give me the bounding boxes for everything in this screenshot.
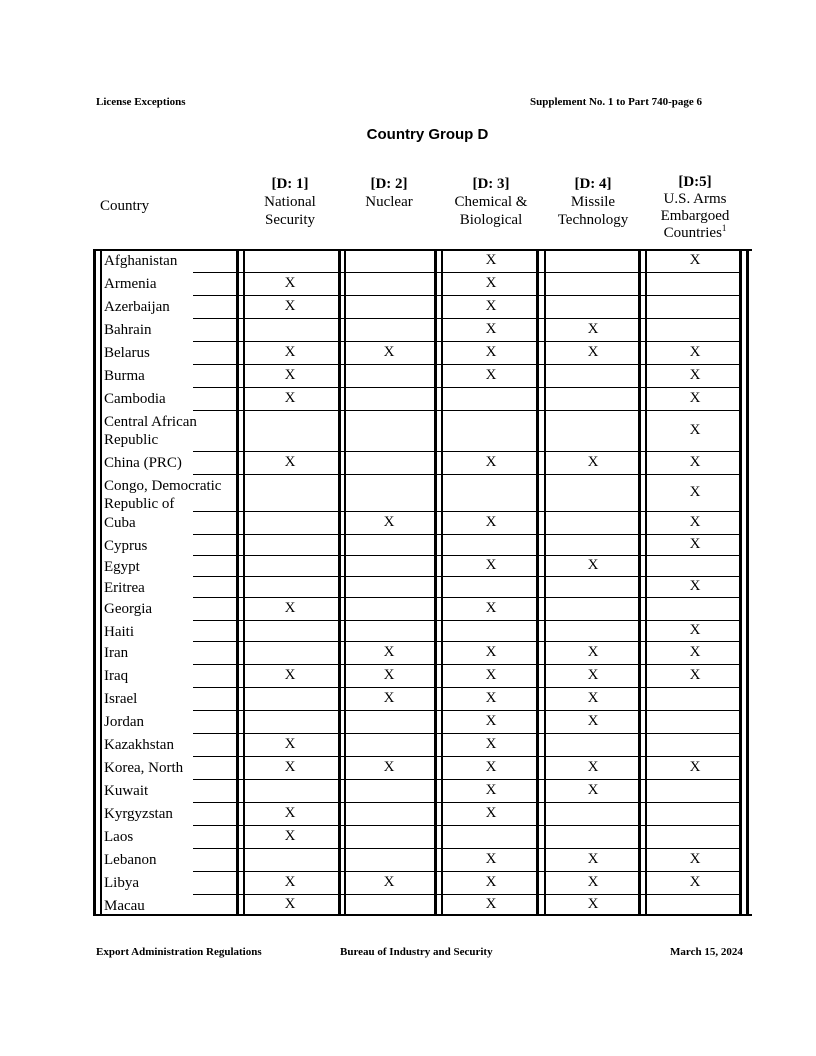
running-footer-left: Export Administration Regulations [96, 946, 262, 958]
column-header-d4 [542, 175, 644, 229]
group-mark-d3: X [485, 690, 497, 706]
group-mark-d5: X [689, 578, 701, 594]
country-group-table [93, 249, 752, 916]
group-mark-d3: X [485, 557, 497, 573]
country-name: Israel [104, 691, 138, 707]
table-row-divider [193, 534, 739, 535]
group-mark-d1: X [284, 298, 296, 314]
column-header-d3 [440, 175, 542, 229]
table-row-divider [193, 825, 739, 826]
country-name: Eritrea [104, 580, 145, 596]
table-row-divider [193, 387, 739, 388]
group-mark-d4: X [587, 344, 599, 360]
group-mark-d1: X [284, 344, 296, 360]
column-desc-d5-line1: U.S. Arms [663, 191, 727, 207]
group-mark-d5: X [689, 874, 701, 890]
group-mark-d3: X [485, 713, 497, 729]
country-name: Iraq [104, 668, 129, 684]
table-row-divider [193, 318, 739, 319]
country-name: Burma [104, 368, 145, 384]
country-name: Kyrgyzstan [104, 806, 173, 822]
group-mark-d2: X [383, 874, 395, 890]
column-desc-d5-line3 [644, 225, 746, 242]
country-name: Jordan [104, 714, 144, 730]
group-mark-d3: X [485, 644, 497, 660]
table-column-rule [338, 249, 341, 916]
group-mark-d1: X [284, 896, 296, 912]
table-row-divider [193, 756, 739, 757]
table-row-divider [193, 620, 739, 621]
table-column-rule [344, 249, 346, 916]
table-column-rule [236, 249, 239, 916]
group-mark-d4: X [587, 713, 599, 729]
group-mark-d1: X [284, 874, 296, 890]
country-name: Laos [104, 829, 134, 845]
country-name: Macau [104, 898, 145, 914]
table-column-rule [746, 249, 749, 916]
group-mark-d1: X [284, 390, 296, 406]
table-row-divider [193, 733, 739, 734]
column-desc-d3-line2: Biological [459, 212, 523, 228]
column-code-d3: [D: 3] [472, 176, 510, 192]
table-column-rule [638, 249, 641, 916]
table-row-divider [193, 664, 739, 665]
country-name: Bahrain [104, 322, 152, 338]
column-desc-d5-line2: Embargoed [660, 208, 730, 224]
group-mark-d3: X [485, 736, 497, 752]
group-mark-d3: X [485, 454, 497, 470]
country-name: Central African Republic [104, 414, 197, 448]
column-desc-d1-line2: Security [265, 212, 315, 228]
table-row-divider [193, 597, 739, 598]
group-mark-d1: X [284, 367, 296, 383]
footnote-reference: 1 [721, 223, 727, 233]
group-mark-d3: X [485, 367, 497, 383]
group-mark-d2: X [383, 690, 395, 706]
group-mark-d3: X [485, 667, 497, 683]
group-mark-d3: X [485, 600, 497, 616]
group-mark-d2: X [383, 514, 395, 530]
table-bottom-border [93, 914, 752, 916]
table-column-rule [243, 249, 245, 916]
group-mark-d3: X [485, 874, 497, 890]
table-row-divider [193, 641, 739, 642]
column-code-d1: [D: 1] [271, 176, 309, 192]
group-mark-d4: X [587, 896, 599, 912]
column-desc-d2-line1: Nuclear [365, 194, 413, 210]
table-row-divider [193, 511, 739, 512]
page-title: Country Group D [366, 126, 489, 143]
table-column-rule [645, 249, 647, 916]
table-column-rule [536, 249, 539, 916]
table-row-divider [193, 272, 739, 273]
group-mark-d1: X [284, 454, 296, 470]
group-mark-d5: X [689, 514, 701, 530]
group-mark-d1: X [284, 600, 296, 616]
group-mark-d1: X [284, 667, 296, 683]
group-mark-d5: X [689, 759, 701, 775]
country-name: Kuwait [104, 783, 149, 799]
table-row-divider [193, 848, 739, 849]
running-footer-center: Bureau of Industry and Security [340, 946, 493, 958]
country-name: Lebanon [104, 852, 157, 868]
column-desc-d5-line3-text: Countries [663, 225, 722, 241]
group-mark-d1: X [284, 828, 296, 844]
group-mark-d5: X [689, 622, 701, 638]
group-mark-d5: X [689, 667, 701, 683]
group-mark-d2: X [383, 344, 395, 360]
country-name: Cyprus [104, 538, 148, 554]
country-name: Cuba [104, 515, 136, 531]
group-mark-d3: X [485, 344, 497, 360]
group-mark-d2: X [383, 759, 395, 775]
column-desc-d1-line1: National [264, 194, 316, 210]
table-row-divider [193, 451, 739, 452]
table-row-divider [193, 894, 739, 895]
column-code-d4: [D: 4] [574, 176, 612, 192]
group-mark-d4: X [587, 321, 599, 337]
group-mark-d1: X [284, 759, 296, 775]
group-mark-d5: X [689, 422, 701, 438]
group-mark-d1: X [284, 805, 296, 821]
group-mark-d3: X [485, 321, 497, 337]
column-header-d2 [338, 175, 440, 211]
group-mark-d4: X [587, 874, 599, 890]
country-name: Afghanistan [104, 253, 178, 269]
group-mark-d1: X [284, 736, 296, 752]
group-mark-d4: X [587, 454, 599, 470]
group-mark-d4: X [587, 557, 599, 573]
group-mark-d3: X [485, 805, 497, 821]
country-name: Cambodia [104, 391, 166, 407]
table-row-divider [193, 364, 739, 365]
group-mark-d3: X [485, 851, 497, 867]
column-header-d5 [644, 174, 746, 242]
column-code-d2: [D: 2] [370, 176, 408, 192]
country-name: Congo, Democratic Republic of [104, 478, 222, 512]
table-row-divider [193, 871, 739, 872]
running-header-left: License Exceptions [96, 96, 186, 108]
country-name: Libya [104, 875, 139, 891]
table-row-divider [193, 710, 739, 711]
table-row-divider [193, 555, 739, 556]
group-mark-d5: X [689, 454, 701, 470]
group-mark-d3: X [485, 298, 497, 314]
running-footer-right: March 15, 2024 [670, 946, 743, 958]
table-row-divider [193, 341, 739, 342]
group-mark-d5: X [689, 367, 701, 383]
group-mark-d5: X [689, 851, 701, 867]
column-desc-d4-line2: Technology [557, 212, 629, 228]
column-code-d5: [D:5] [678, 174, 712, 190]
table-row-divider [193, 474, 739, 475]
group-mark-d3: X [485, 252, 497, 268]
column-desc-d3-line1: Chemical & [454, 194, 528, 210]
country-name: Egypt [104, 559, 140, 575]
group-mark-d3: X [485, 896, 497, 912]
country-name: Kazakhstan [104, 737, 174, 753]
group-mark-d5: X [689, 390, 701, 406]
group-mark-d5: X [689, 536, 701, 552]
table-row-divider [193, 779, 739, 780]
running-header-right: Supplement No. 1 to Part 740-page 6 [530, 96, 703, 108]
country-name: Korea, North [104, 760, 184, 776]
group-mark-d2: X [383, 667, 395, 683]
table-column-rule [93, 249, 96, 916]
group-mark-d5: X [689, 252, 701, 268]
country-name: China (PRC) [104, 455, 182, 471]
column-desc-d4-line1: Missile [570, 194, 616, 210]
group-mark-d4: X [587, 759, 599, 775]
table-column-rule [434, 249, 437, 916]
group-mark-d1: X [284, 275, 296, 291]
table-row-divider [193, 295, 739, 296]
group-mark-d3: X [485, 759, 497, 775]
group-mark-d3: X [485, 275, 497, 291]
table-row-divider [193, 687, 739, 688]
table-column-rule [544, 249, 546, 916]
group-mark-d3: X [485, 514, 497, 530]
table-row-divider [193, 576, 739, 577]
column-header-country: Country [100, 198, 150, 214]
table-row-divider [193, 802, 739, 803]
table-column-rule [100, 249, 102, 916]
table-column-rule [441, 249, 443, 916]
group-mark-d4: X [587, 667, 599, 683]
country-name: Belarus [104, 345, 150, 361]
group-mark-d2: X [383, 644, 395, 660]
country-name: Iran [104, 645, 129, 661]
country-name: Armenia [104, 276, 157, 292]
group-mark-d4: X [587, 690, 599, 706]
table-column-rule [739, 249, 742, 916]
group-mark-d5: X [689, 484, 701, 500]
country-name: Georgia [104, 601, 153, 617]
group-mark-d5: X [689, 344, 701, 360]
group-mark-d5: X [689, 644, 701, 660]
group-mark-d4: X [587, 644, 599, 660]
column-header-d1 [239, 175, 341, 229]
country-name: Haiti [104, 624, 134, 640]
table-row-divider [193, 410, 739, 411]
group-mark-d4: X [587, 782, 599, 798]
group-mark-d4: X [587, 851, 599, 867]
group-mark-d3: X [485, 782, 497, 798]
table-top-border [93, 249, 752, 251]
country-name: Azerbaijan [104, 299, 170, 315]
